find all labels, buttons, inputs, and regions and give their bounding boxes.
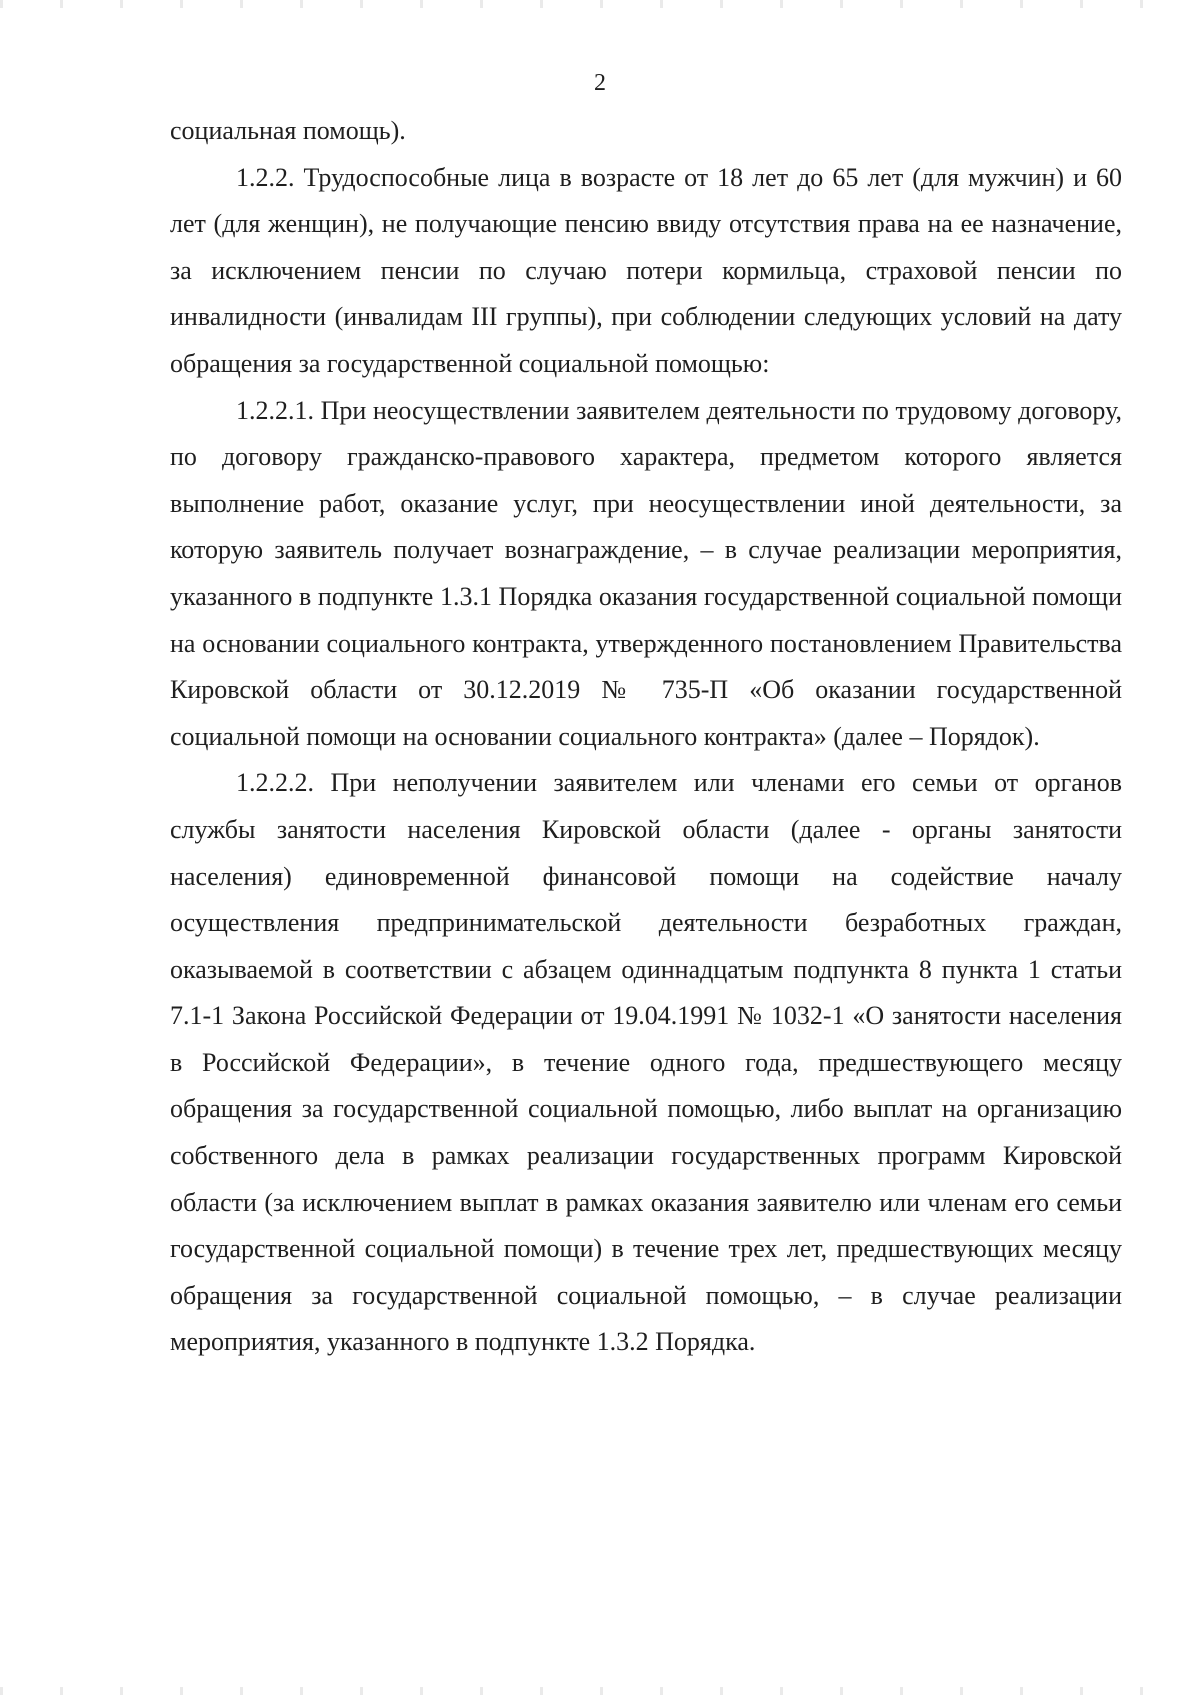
page-number: 2 xyxy=(594,70,606,96)
paragraph-1-2-2: 1.2.2. Трудоспособные лица в возрасте от 18 лет до 65 лет (для мужчин) и 60 лет (для женщин), не получающие пенсию ввиду отсутствия права на ее назначение, за исключением пенсии по случаю потери кормильца, страховой пенсии по инвалидности (инвалидам III группы), при соблюдении следующих условий на дату обращения за государственной социальной помощью: xyxy=(170,162,1122,378)
paragraph-1-2-2-2: 1.2.2.2. При неполучении заявителем или членами его семьи от органов службы занятости населения Кировской области (далее - органы занятости населения) единовременной финансовой помощи на содействие началу осуществления предпринимательской деятельности безработных граждан, оказываемой в соответствии с абзацем одиннадцатым подпункта 8 пункта 1 статьи 7.1-1 Закона Российской Федерации от 19.04.1991 № 1032-1 «О занятости населения в Российской Федерации», в течение одного года, предшествующего месяцу обращения за государственной социальной помощью, либо выплат на организацию собственного дела в рамках реализации государственных программ Кировской области (за исключением выплат в рамках оказания заявителю или членам его семьи государственной социальной помощи) в течение трех лет, предшествующих месяцу обращения за государственной социальной помощью, – в случае реализации мероприятия, указанного в подпункте 1.3.2 Порядка. xyxy=(170,768,1122,1357)
paragraph-1-2-2-1: 1.2.2.1. При неосуществлении заявителем деятельности по трудовому договору, по договору гражданско-правового характера, предметом которого является выполнение работ, оказание услуг, при неосуществлении иной деятельности, за которую заявитель получает вознаграждение, – в случае реализации мероприятия, указанного в подпункте 1.3.1 Порядка оказания государственной социальной помощи на основании социального контракта, утвержденного постановлением Правительства Кировской области от 30.12.2019 № 735-П «Об оказании государственной социальной помощи на основании социального контракта» (далее – Порядок). xyxy=(170,395,1122,751)
scan-edge-top xyxy=(0,0,1200,8)
scan-edge-bottom xyxy=(0,1687,1200,1695)
document-body xyxy=(170,108,1122,1366)
paragraph-continuation: социальная помощь). xyxy=(170,116,406,145)
